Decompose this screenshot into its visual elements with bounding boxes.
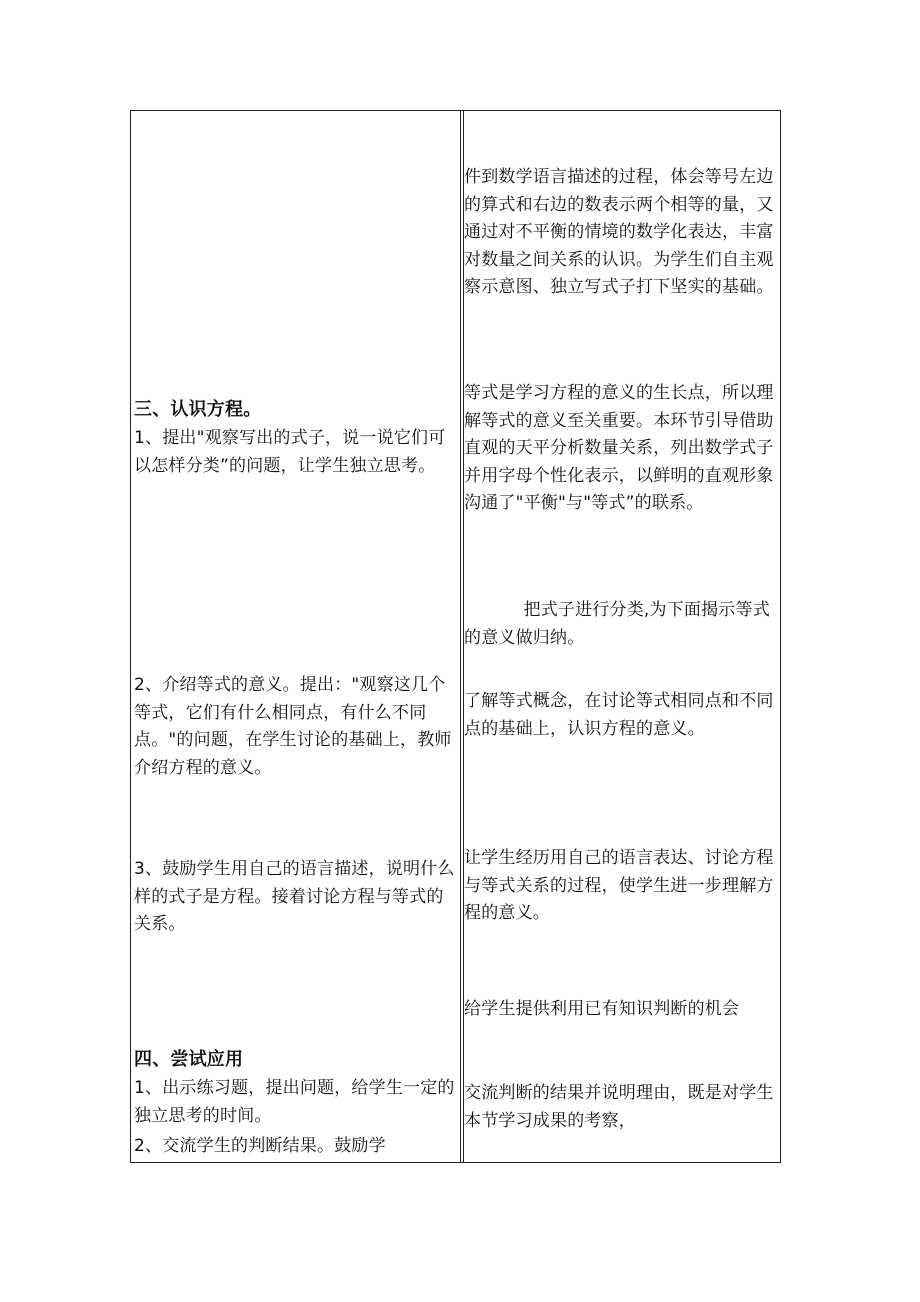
section-3-item-2: 2、介绍等式的意义。提出："观察这几个等式，它们有什么相同点，有什么不同点。"的问题，在学生讨论的基础上，教师介绍方程的意义。	[134, 675, 452, 778]
right-para-6a: 给学生提供利用已有知识判断的机会	[464, 999, 740, 1019]
column-divider	[460, 111, 461, 1162]
right-para-4: 了解等式概念，在讨论等式相同点和不同点的基础上，认识方程的意义。	[464, 691, 774, 739]
right-para-5: 让学生经历用自己的语言表达、讨论方程与等式关系的过程，使学生进一步理解方程的意义。	[464, 848, 774, 923]
section-3-item-3: 3、鼓励学生用自己的语言描述，说明什么样的式子是方程。接着讨论方程与等式的关系。	[134, 859, 455, 934]
section-4-title: 四、尝试应用	[134, 1049, 244, 1070]
section-4-item-2: 2、交流学生的判断结果。鼓励学	[134, 1136, 386, 1156]
section-3-title: 三、认识方程。	[134, 399, 262, 420]
lesson-plan-table	[130, 110, 781, 1163]
right-para-6b: 交流判断的结果并说明理由，既是对学生本节学习成果的考察，	[464, 1083, 774, 1131]
section-3-item-1: 1、提出"观察写出的式子，说一说它们可以怎样分类”的问题，让学生独立思考。	[134, 428, 446, 476]
right-para-2: 等式是学习方程的意义的生长点，所以理解等式的意义至关重要。本环节引导借助直观的天平分析数量关系，列出数学式子并用字母个性化表示，以鲜明的直观形象沟通了"平衡"与"等式”的联系。	[464, 383, 774, 513]
section-4-item-1: 1、出示练习题，提出问题，给学生一定的独立思考的时间。	[134, 1078, 455, 1126]
right-para-1: 件到数学语言描述的过程，体会等号左边的算式和右边的数表示两个相等的量，又通过对不平衡的情境的数学化表达，丰富对数量之间关系的认识。为学生们自主观察示意图、独立写式子打下坚实的基础。	[464, 167, 774, 297]
right-para-3: 把式子进行分类,为下面揭示等式的意义做归纳。	[464, 600, 770, 648]
